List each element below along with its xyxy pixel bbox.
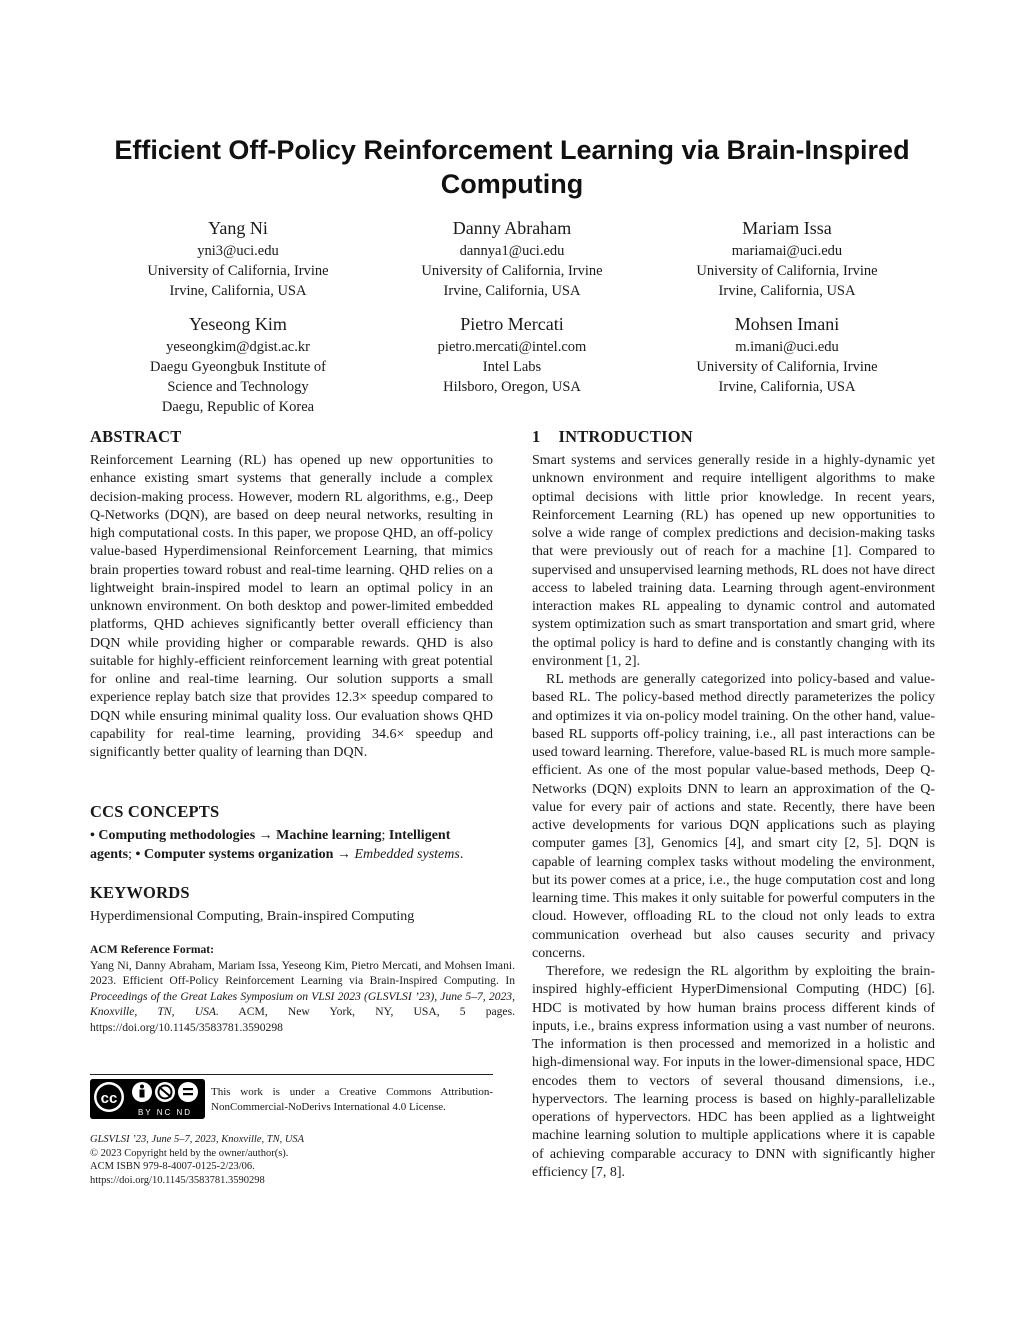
ccs-concepts [90,826,495,864]
ccs-concept: • Computing methodologies → Machine learning [90,828,382,843]
ccs-separator: ; [128,847,136,862]
author-affiliation: University of California, Irvine [421,263,603,279]
keywords-text: Hyperdimensional Computing, Brain-inspired Computing [90,909,415,924]
author-block [88,312,388,417]
author-location: Irvine, California, USA [718,379,856,395]
author-name: Mohsen Imani [734,314,840,334]
author-email: m.imani@uci.edu [735,339,839,355]
author-location: Irvine, California, USA [169,283,307,299]
author-email: dannya1@uci.edu [459,243,565,259]
intro-paragraph: Therefore, we redesign the RL algorithm by exploiting the brain-inspired highly-efficient HyperDimensional Computing (HDC) [6]. HDC is motivated by how human brains process different kinds of inputs, i.e., brains express information using a vast number of neurons. The information is then processed and memorized in a holistic and high-dimensional way. For inputs in the lower-dimensional space, HDC encodes them to vectors of several thousand dimensions, i.e., hypervectors. The learning process is based on highly-parallelizable operations of hypervectors. HDC has been applied as a lightweight machine learning solution to multiple applications where it is capable of achieving comparable accuracy to DNN with significantly higher efficiency [7, 8]. [532,964,935,1180]
paper-title: Efficient Off-Policy Reinforcement Learning via Brain-Inspired Computing [114,135,910,199]
cc-mark: cc [100,1090,118,1107]
introduction-text [532,452,935,1182]
reference-heading: ACM Reference Format: [90,943,215,956]
section-title: INTRODUCTION [558,427,693,446]
abstract-heading: ABSTRACT [90,427,182,446]
cc-license-logo [90,1079,205,1119]
author-location: Hilsboro, Oregon, USA [443,379,581,395]
author-block [637,312,937,397]
author-affiliation: Intel Labs [482,359,542,375]
author-affiliation: Daegu Gyeongbuk Institute of [150,359,326,375]
author-affiliation: University of California, Irvine [696,263,878,279]
author-location: Irvine, California, USA [718,283,856,299]
ccs-concept-italic: Embedded systems [354,847,460,862]
ccs-concept: • Computer systems organization → [135,847,355,862]
acm-reference [90,942,515,1035]
copyright-line: © 2023 Copyright held by the owner/author(s). [90,1147,289,1159]
cc-badge-text: BY NC ND [137,1108,193,1117]
author-location: Irvine, California, USA [443,283,581,299]
author-name: Mariam Issa [742,218,832,238]
reference-venue: Proceedings of the Great Lakes Symposium on VLSI 2023 (GLSVLSI ’23), June 5–7, 2023, Knoxville, TN, USA. [90,989,515,1018]
abstract-text [90,452,493,762]
author-affiliation: Science and Technology [167,379,309,395]
section-heading [532,427,693,447]
author-block [88,216,388,301]
license-text: This work is under a Creative Commons Attribution-NonCommercial-NoDerivs International 4.0 License. [211,1086,493,1113]
intro-paragraph: Smart systems and services generally reside in a highly-dynamic yet unknown environment and require intelligent algorithms to make optimal decisions with little prior knowledge. In recent years, Reinforcement Learning (RL) has opened up new opportunities to solve a wide range of complex predictions and decision-making tasks that were previously out of reach for a machine [1]. Compared to supervised and unsupervised learning methods, RL does not have direct access to labeled training data. Learning through agent-environment interaction makes RL appealing to dynamic control and automated system optimization such as smart transportation and smart grid, where the optimal policy is hard to define and is constantly changing with its environment [1, 2]. [532,453,935,669]
doi-line: https://doi.org/10.1145/3583781.3590298 [90,1174,265,1186]
reference-doi: ACM, New York, NY, USA, 5 pages. https://doi.org/10.1145/3583781.3590298 [90,1005,515,1034]
section-number: 1 [532,427,541,446]
author-name: Yang Ni [208,218,268,238]
cc-icon [90,1079,205,1119]
author-email: yeseongkim@dgist.ac.kr [166,339,310,355]
intro-paragraph: RL methods are generally categorized into policy-based and value-based RL. The policy-based method directly parameterizes the policy and optimizes it via on-policy model training. On the other hand, value-based RL supports off-policy training, i.e., all past interactions can be used toward learning. Therefore, value-based RL is much more sample-efficient. As one of the most popular value-based methods, Deep Q-Networks (DQN) exploits DNN to learn an approximation of the Q-value for every pair of actions and state. Recently, there have been active developments for various DQN applications such as playing computer games [3], Genomics [4], and smart city [2, 5]. DQN is capable of learning complex tasks without modeling the environment, but its power comes at a price, i.e., the huge computation cost and long learning time. This makes it only suitable for powerful computers in the cloud. However, offloading RL to the cloud not only leads to extra communication overhead but also causes security and privacy concerns. [532,672,935,961]
ccs-separator: ; [381,828,389,843]
isbn-line: ACM ISBN 979-8-4007-0125-2/23/06. [90,1161,255,1173]
keywords-heading: KEYWORDS [90,883,190,902]
author-block [362,312,662,397]
ccs-concept: Intelligent agents [90,828,451,862]
abstract-paragraph: Reinforcement Learning (RL) has opened up new opportunities to enhance existing smart systems that generally include a complex decision-making process. However, modern RL algorithms, e.g., Deep Q-Networks (DQN), are based on deep neural networks, resulting in high computational costs. In this paper, we propose QHD, an off-policy value-based Hyperdimensional Reinforcement Learning, that mimics brain properties toward robust and real-time learning. QHD relies on a lightweight brain-inspired model to learn an optimal policy in an unknown environment. On both desktop and power-limited embedded platforms, QHD achieves significantly better overall efficiency than DQN while providing higher or comparable rewards. QHD is also suitable for highly-efficient reinforcement learning with great potential for online and real-time learning. Our solution supports a small experience replay batch size that provides 12.3× speedup compared to DQN while ensuring minimal quality loss. Our evaluation shows QHD capability for real-time learning, providing 34.6× speedup and significantly better quality of learning than DQN. [90,453,493,760]
conference-line: GLSVLSI ’23, June 5–7, 2023, Knoxville, TN, USA [90,1134,305,1145]
reference-text: Yang Ni, Danny Abraham, Mariam Issa, Yeseong Kim, Pietro Mercati, and Mohsen Imani. 2023. Efficient Off-Policy Reinforcement Learning via Brain-Inspired Computing. In [90,958,515,987]
author-name: Danny Abraham [452,218,572,238]
author-name: Pietro Mercati [460,314,564,334]
author-email: pietro.mercati@intel.com [437,339,587,355]
author-location: Daegu, Republic of Korea [161,399,315,415]
ccs-heading: CCS CONCEPTS [90,802,220,821]
author-affiliation: University of California, Irvine [147,263,329,279]
divider [90,1074,493,1075]
author-email: yni3@uci.edu [197,243,279,259]
ccs-end: . [459,847,464,862]
copyright-footer [90,1133,490,1187]
author-block [637,216,937,301]
author-email: mariamai@uci.edu [731,243,843,259]
author-name: Yeseong Kim [189,314,287,334]
author-affiliation: University of California, Irvine [696,359,878,375]
author-block [362,216,662,301]
